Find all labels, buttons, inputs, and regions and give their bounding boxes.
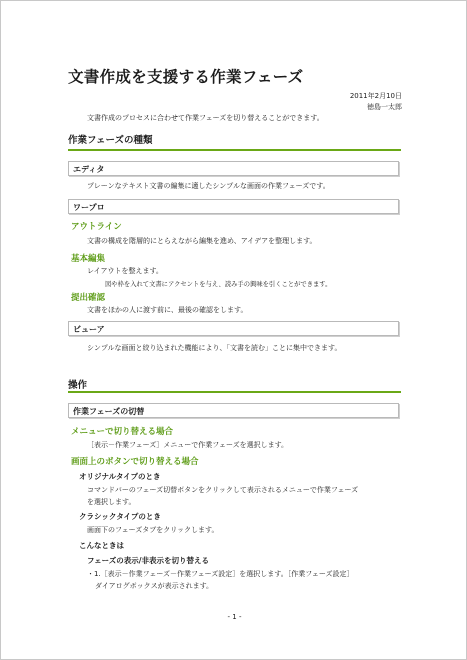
step1-description-2: ダイアログボックスが表示されます。 — [95, 582, 214, 590]
kihon-description-2: 図や枠を入れて文書にアクセントを与え、読み手の興味を引くことができます。 — [105, 281, 332, 288]
outline-heading: アウトライン — [71, 222, 122, 232]
page-number: - 1 - — [227, 613, 242, 621]
label-box-editor: エディタ — [68, 161, 399, 176]
outline-description: 文書の構成を階層的にとらえながら編集を進め、アイデアを整理します。 — [87, 237, 317, 245]
document-author: 徳島一太郎 — [367, 103, 402, 111]
kihon-heading: 基本編集 — [71, 254, 106, 264]
document-date: 2011年2月10日 — [349, 92, 402, 100]
original-type-description-2: を選択します。 — [87, 498, 136, 506]
classic-type-description: 画面下のフェーズタブをクリックします。 — [87, 526, 219, 534]
step1-description-1: ・1.［表示－作業フェーズ－作業フェーズ設定］を選択します。［作業フェーズ設定］ — [87, 570, 354, 578]
section-heading-phase-types — [68, 132, 401, 152]
menu-switch-heading: メニューで切り替える場合 — [71, 427, 174, 437]
teishutsu-description: 文書をほかの人に渡す前に、最後の確認をします。 — [87, 306, 248, 314]
section-heading-text: 操作 — [68, 380, 88, 391]
kihon-description-1: レイアウトを整えます。 — [87, 267, 163, 275]
editor-description: プレーンなテキスト文書の編集に適したシンプルな画面の作業フェーズです。 — [87, 182, 330, 190]
section-rule — [68, 149, 401, 151]
menu-switch-description: ［表示－作業フェーズ］メニューで作業フェーズを選択します。 — [87, 441, 289, 449]
label-box-viewer: ビューア — [68, 321, 399, 336]
label-box-wapro: ワープロ — [68, 199, 399, 214]
button-switch-heading: 画面上のボタンで切り替える場合 — [71, 457, 199, 467]
classic-type-heading: クラシックタイプのとき — [79, 512, 161, 521]
section-heading-operations — [68, 377, 401, 397]
original-type-heading: オリジナルタイプのとき — [79, 472, 161, 481]
teishutsu-heading: 提出確認 — [71, 293, 106, 303]
section-heading-text: 作業フェーズの種類 — [68, 135, 153, 146]
label-box-phase-switch: 作業フェーズの切替 — [68, 403, 399, 418]
section-rule — [68, 391, 401, 393]
konna-toki-heading: こんなときは — [79, 541, 124, 550]
viewer-description: シンプルな画面と絞り込まれた機能により、「文書を読む」ことに集中できます。 — [87, 344, 342, 352]
phase-toggle-heading: フェーズの表示/非表示を切り替える — [87, 556, 209, 565]
original-type-description-1: コマンドバーのフェーズ切替ボタンをクリックして表示されるメニューで作業フェーズ — [87, 486, 359, 494]
document-title: 文書作成を支援する作業フェーズ — [68, 68, 304, 86]
intro-text: 文書作成のプロセスに合わせて作業フェーズを切り替えることができます。 — [87, 114, 324, 122]
